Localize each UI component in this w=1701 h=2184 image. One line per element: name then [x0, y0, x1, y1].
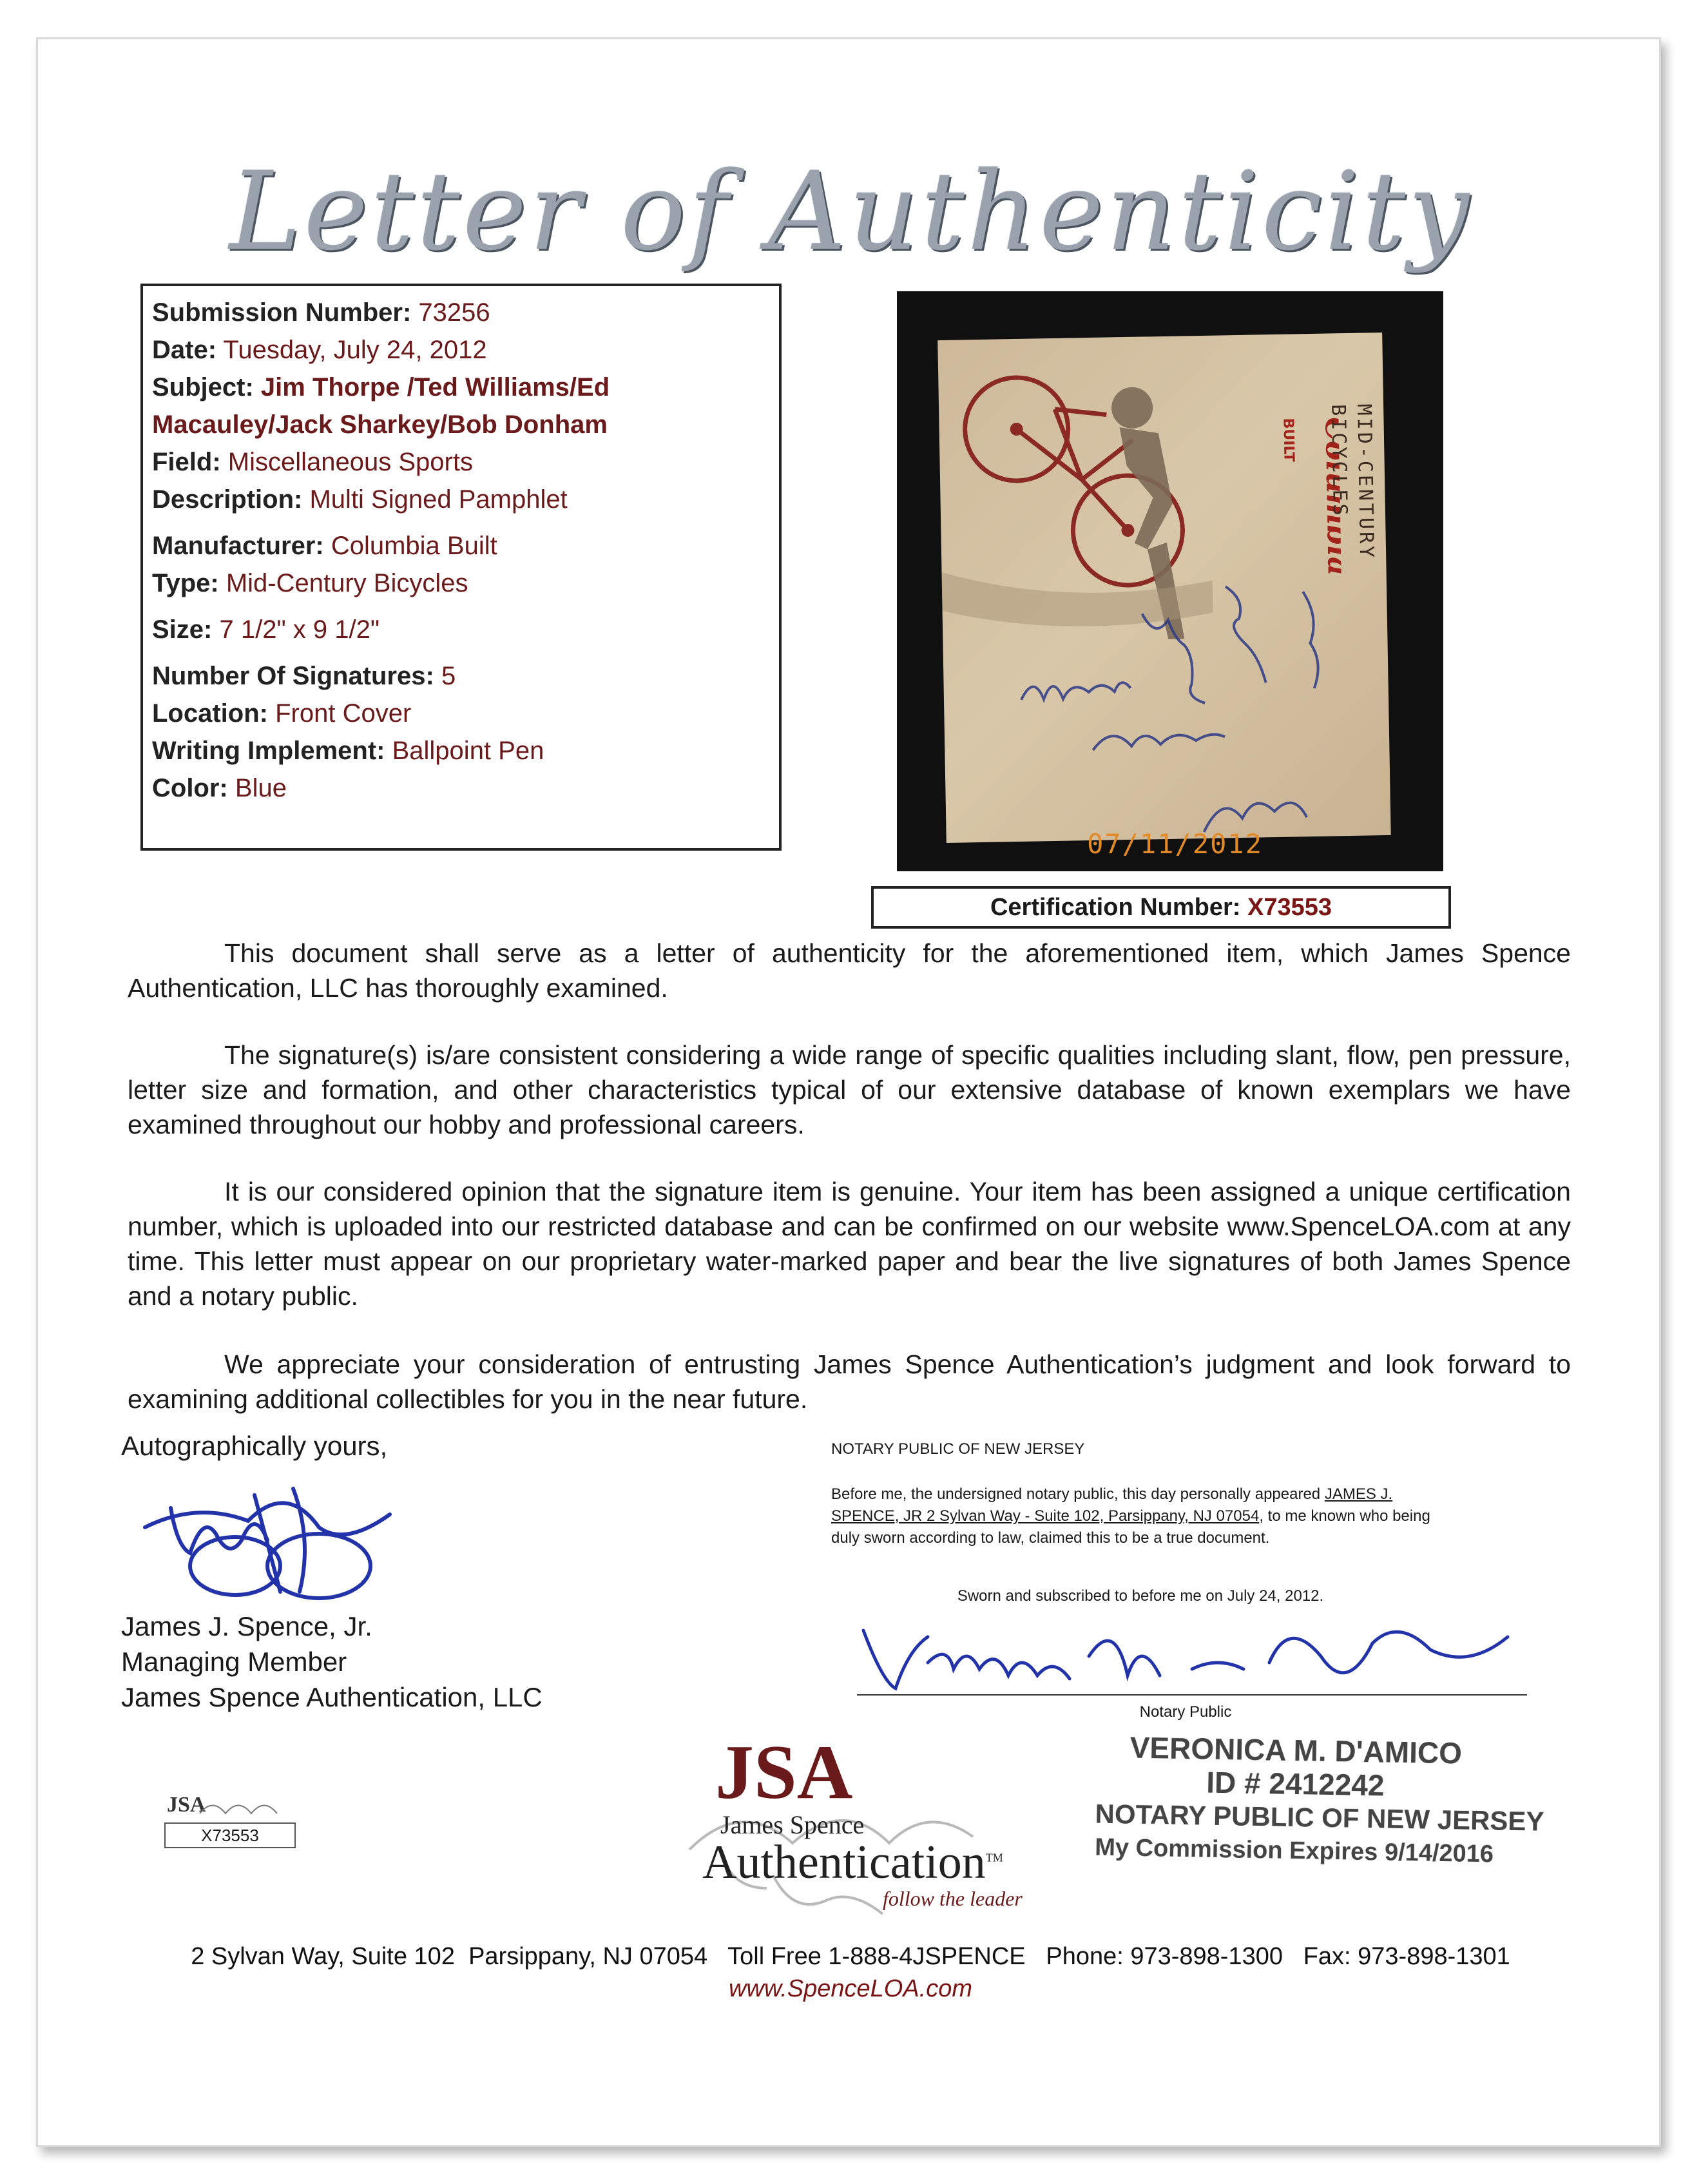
logo-line2: Authentication™ — [702, 1836, 1003, 1889]
notary-sworn: Sworn and subscribed to before me on July 24, 2012. — [957, 1587, 1324, 1605]
notary-appeared-name: JAMES J. SPENCE, JR 2 Sylvan Way - Suite 102, Parsippany, NJ 07054 — [831, 1485, 1393, 1525]
logo-line1: James Spence — [720, 1810, 865, 1839]
notary-heading: NOTARY PUBLIC OF NEW JERSEY — [831, 1440, 1085, 1458]
signature-thorpe — [1021, 682, 1131, 700]
label-mid-century: MID-CENTURY — [1352, 403, 1378, 561]
logo-brand: JSA — [715, 1729, 853, 1815]
detail-subject: Subject: Jim Thorpe /Ted Williams/Ed Macauley/Jack Sharkey/Bob Donham — [152, 373, 610, 439]
certification-value: X73553 — [1247, 894, 1332, 921]
closing-name: James J. Spence, Jr. — [121, 1611, 372, 1641]
page-title: Letter of Authenticity — [229, 148, 1472, 275]
pamphlet-line-labels — [1319, 403, 1381, 675]
paragraph-4: We appreciate your consideration of entrusting James Spence Authentication’s judgment and look forward to examining additional collectibles for you in the near future. — [128, 1349, 1571, 1414]
brand-columbia: Columbia — [1318, 416, 1342, 577]
closing-salutation: Autographically yours, — [121, 1431, 388, 1461]
hologram-brand: JSA — [167, 1793, 206, 1817]
footer-contact — [0, 1943, 1701, 1971]
detail-color: Color: Blue — [152, 774, 287, 802]
detail-writing-implement: Writing Implement: Ballpoint Pen — [152, 737, 544, 765]
label-bicycles: BICYCLES — [1327, 403, 1352, 519]
notary-signature — [857, 1611, 1533, 1701]
photo-date-stamp: 07/11/2012 — [1087, 828, 1263, 860]
signature-donham — [1225, 586, 1266, 683]
footer-website[interactable]: www.SpenceLOA.com — [728, 1975, 973, 2002]
detail-field: Field: Miscellaneous Sports — [152, 448, 473, 476]
brand-built: BUILT — [1280, 418, 1297, 463]
footer-tollfree: Toll Free 1-888-4JSPENCE — [727, 1943, 1026, 1970]
notary-stamp — [1094, 1730, 1544, 1871]
certification-label: Certification Number: — [990, 894, 1241, 921]
notary-public-label: Notary Public — [1139, 1703, 1232, 1721]
detail-manufacturer: Manufacturer: Columbia Built — [152, 532, 497, 560]
detail-type: Type: Mid-Century Bicycles — [152, 569, 468, 597]
jsa-hologram-sticker — [145, 1792, 293, 1869]
paragraph-3: It is our considered opinion that the signature item is genuine. Your item has been assigned a unique certification number, which is uploaded into our restricted database and can be confirmed on our website www.SpenceLOA.com at any time. This letter must appear on our proprietary water-marked paper and bear the live signatures of both James Spence and a notary public. — [128, 1177, 1571, 1311]
stamp-name: VERONICA M. D'AMICO — [1129, 1730, 1463, 1770]
footer-phone: Phone: 973-898-1300 — [1046, 1943, 1283, 1970]
logo-tagline: follow the leader — [883, 1887, 1023, 1910]
detail-submission-number: Submission Number: 73256 — [152, 298, 490, 327]
stamp-id: ID # 2412242 — [1206, 1765, 1385, 1802]
detail-number-of-signatures: Number Of Signatures: 5 — [152, 662, 456, 690]
item-photo — [897, 291, 1443, 871]
paragraph-2: The signature(s) is/are consistent considering a wide range of specific qualities including slant, flow, pen pressure, letter size and formation, and other characteristics typical of our extensive database of known exemplars we have examined throughout our hobby and professional careers. — [128, 1040, 1571, 1139]
detail-date: Date: Tuesday, July 24, 2012 — [152, 336, 487, 364]
submission-details-box — [140, 284, 782, 851]
closing-company: James Spence Authentication, LLC — [121, 1682, 543, 1712]
signature-williams — [1093, 734, 1225, 750]
footer-fax: Fax: 973-898-1301 — [1303, 1943, 1510, 1970]
detail-location: Location: Front Cover — [152, 699, 412, 728]
detail-size: Size: 7 1/2" x 9 1/2" — [152, 615, 380, 644]
jsa-logo — [677, 1729, 1063, 1927]
spence-signature — [126, 1469, 409, 1611]
paragraph-1: This document shall serve as a letter of authenticity for the aforementioned item, which James Spence Authentication, LLC has thoroughly examined. — [128, 938, 1571, 1003]
notary-statement: Before me, the undersigned notary public, this day personally appeared JAMES J. SPENCE, JR 2 Sylvan Way - Suite 102, Parsippany, NJ 07054, to me known who being duly sworn according to law, claimed this to be a true document. — [831, 1485, 1430, 1547]
stamp-title: NOTARY PUBLIC OF NEW JERSEY — [1095, 1798, 1544, 1837]
stamp-commission: My Commission Expires 9/14/2016 — [1094, 1833, 1494, 1868]
certification-number-box — [871, 886, 1451, 929]
hologram-number: X73553 — [164, 1822, 296, 1848]
pamphlet-cover — [937, 333, 1391, 843]
closing-role: Managing Member — [121, 1647, 347, 1677]
footer-address: 2 Sylvan Way, Suite 102 Parsippany, NJ 07054 — [191, 1943, 708, 1970]
detail-description: Description: Multi Signed Pamphlet — [152, 485, 568, 514]
